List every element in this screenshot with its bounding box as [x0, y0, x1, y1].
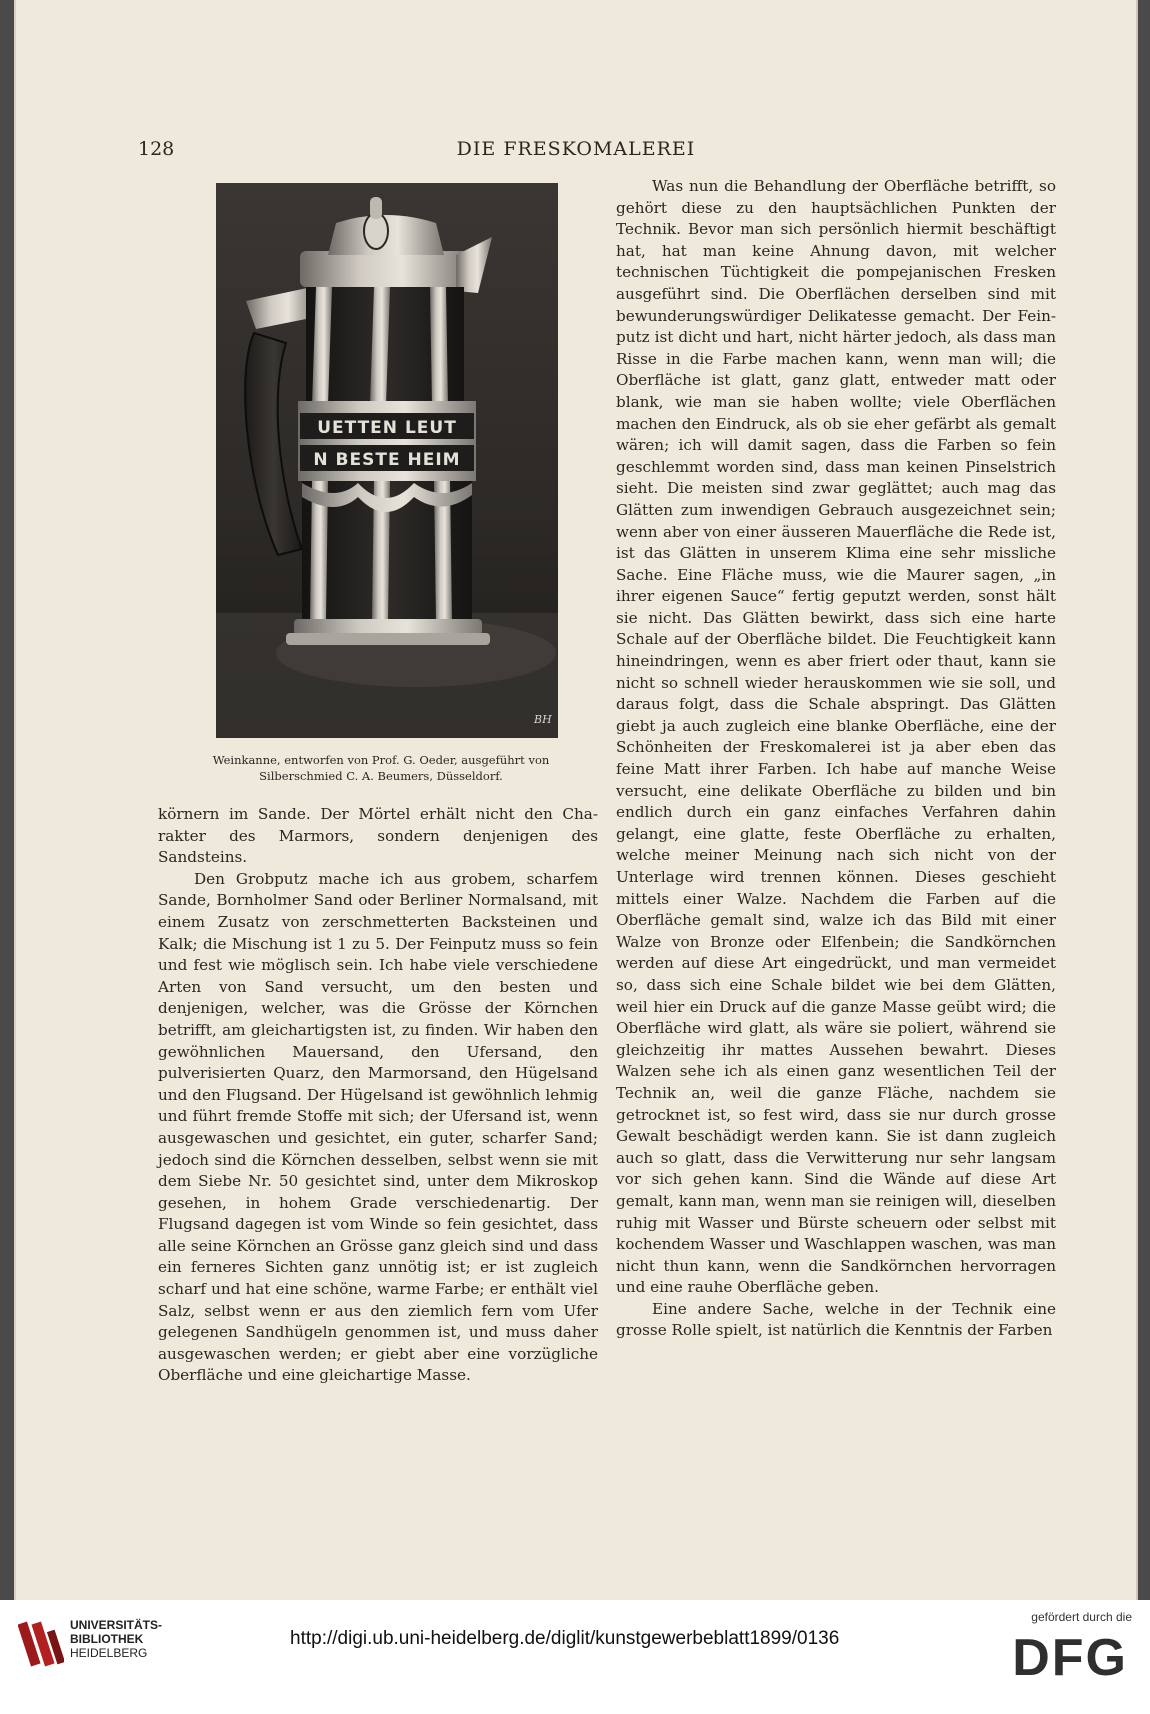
book-page: [14, 0, 1138, 1600]
library-name: [70, 1618, 162, 1660]
page-number: 128: [138, 138, 175, 160]
right-paragraph-2: Eine andere Sache, welche in der Technik eine grosse Rolle spielt, ist natürlich die Kenntnis der Farben: [616, 1299, 1056, 1340]
jug-photo: [216, 183, 558, 738]
left-paragraph-2: Den Grobputz mache ich aus grobem, scharfem Sande, Bornholmer Sand oder Berliner Normalsand, mit einem Zusatz von zerschmetterten Backsteinen und Kalk; die Mischung ist 1 zu 5. Der Feinputz muss so fein und fest wie möglisch sein. Ich habe viele verschiedene Arten von Sand versucht, um den besten und denjenigen, welcher, was die Grösse der Körnchen betrifft, am gleichartigsten ist, zu finden. Wir haben den gewöhnlichen Mauersand, den Ufersand, den pulverisierten Quarz, den Marmorsand, den Hügelsand und den Flugsand. Der Hügelsand ist gewöhnlich lehmig und führt fremde Stoffe mit sich; der Ufersand ist, wenn ausgewaschen und gesichtet, ein guter, scharfer Sand; jedoch sind die Körnchen desselben, selbst wenn sie mit dem Siebe Nr. 50 gesichtet sind, unter dem Mikroskop gesehen, in hohem Grade verschiedenartig. Der Flugsand dagegen ist vom Winde so fein gesichtet, dass alle seine Körnchen an Grösse ganz gleich sind und dass ein ferneres Sichten ganz unnötig ist; er ist zugleich scharf und hat eine schöne, warme Farbe; er enthält viel Salz, selbst wenn er aus den ziemlich fern vom Ufer gelegenen Sandhügeln genommen ist, und muss daher ausgewaschen werden; er giebt aber eine vorzügliche Oberfläche und eine gleichartige Masse.: [158, 869, 598, 1385]
university-library-logo-icon: [18, 1616, 64, 1672]
running-title: DIE FRESKOMALEREI: [456, 138, 696, 160]
jug-inscription-top: UETTEN LEUT: [317, 418, 457, 438]
jug-illustration: [216, 183, 558, 738]
jug-inscription-bottom: N BESTE HEIM: [313, 450, 461, 470]
photo-signature: BH: [534, 713, 552, 726]
library-line-3: HEIDELBERG: [70, 1646, 148, 1660]
figure-caption: [166, 752, 596, 784]
dfg-logo: DFG: [1012, 1629, 1128, 1687]
caption-line-1: Weinkanne, entworfen von Prof. G. Oeder, ausgeführt von: [212, 753, 550, 767]
permalink-url[interactable]: http://digi.ub.uni-heidelberg.de/diglit/kunstgewerbeblatt1899/0136: [290, 1628, 840, 1649]
left-paragraph-1: körnern im Sande. Der Mörtel erhält nicht den Charakter des Marmors, sondern denjenigen des Sandsteins.: [158, 805, 598, 867]
digitization-footer: [0, 1600, 1150, 1714]
library-line-2: BIBLIOTHEK: [70, 1632, 144, 1646]
caption-line-2: Silberschmied C. A. Beumers, Düsseldorf.: [259, 769, 503, 783]
right-paragraph-1: Was nun die Behandlung der Oberfläche betrifft, so gehört diese zu den hauptsächlichen Punkten der Technik. Bevor man sich persönlich hiermit beschäftigt hat, hat man keine Ahnung davon, mit welcher technischen Tüchtigkeit die pompejanischen Fresken ausgeführt sind. Die Oberflächen derselben sind mit bewunderungswürdiger Delikatesse gemacht. Der Feinputz ist dicht und hart, nicht härter jedoch, als dass man Risse in die Farbe machen kann, wenn man will; die Oberfläche ist glatt, ganz glatt, entweder matt oder blank, wie man sie haben wollte; viele Oberflächen machen den Eindruck, als ob sie eher gefärbt als gemalt wären; ich will damit sagen, dass die Farben so fein geschlemmt worden sind, dass man keinen Pinselstrich sieht. Die meisten sind zwar geglättet; auch mag das Glätten zum inwendigen Gebrauch ausgezeichnet sein; wenn aber von einer äusseren Mauerfläche die Rede ist, ist das Glätten in unserem Klima eine sehr missliche Sache. Eine Fläche muss, wie die Maurer sagen, „in ihrer eigenen Sauce“ fertig geputzt werden, sonst hält sie nicht. Das Glätten bewirkt, dass sich eine harte Schale auf der Oberfläche bildet. Die Feuchtigkeit kann hineindringen, wenn es aber friert oder thaut, kann sie nicht so schnell wieder herauskommen wie sie soll, und daraus folgt, dass die Schale abspringt. Das Glätten giebt ja auch zugleich eine blanke Oberfläche, eine der Schönheiten der Freskomalerei ist ja aber eben das feine Matt ihrer Farben. Ich habe auf manche Weise versucht, eine delikate Oberfläche zu bilden und bin endlich durch ein ganz einfaches Verfahren dahin gelangt, eine glatte, feste Oberfläche zu erhalten, welche meiner Meinung nach sich nicht von der Unterlage wird trennen können. Dieses geschieht mittels einer Walze. Nachdem die Farben auf die Oberfläche gemalt sind, walze ich das Bild mit einer Walze von Bronze oder Elfenbein; die Sandkörnchen werden auf diese Art eingedrückt, und man vermeidet so, dass sich eine Schale bildet wie bei dem Glätten, weil hier ein Druck auf die ganze Masse geübt wird; die Oberfläche wird glatt, als wäre sie poliert, während sie gleichzeitig ihr mattes Aussehen bewahrt. Dieses Walzen sehe ich als einen ganz wesentlichen Teil der Technik an, weil die ganze Fläche, nachdem sie getrocknet ist, so fest wird, dass sie nur durch grosse Gewalt beschädigt werden kann. Sie ist dann zugleich auch so glatt, dass die Verwitterung nur sehr langsam vor sich gehen kann. Sind die Wände auf diese Art gemalt, kann man, wenn man sie reinigen will, dieselben ruhig mit Wasser und Bürste scheuern oder selbst mit kochendem Wasser und Waschlappen waschen, was man nicht thun kann, wenn die Sandkörnchen hervorragen und eine rauhe Oberfläche geben.: [616, 177, 1056, 1297]
left-text-column: [158, 804, 598, 1387]
right-text-column: [616, 176, 1056, 1342]
library-line-1: UNIVERSITÄTS-: [70, 1618, 163, 1632]
running-head: [16, 138, 1136, 168]
funding-note: gefördert durch die: [1031, 1610, 1132, 1624]
